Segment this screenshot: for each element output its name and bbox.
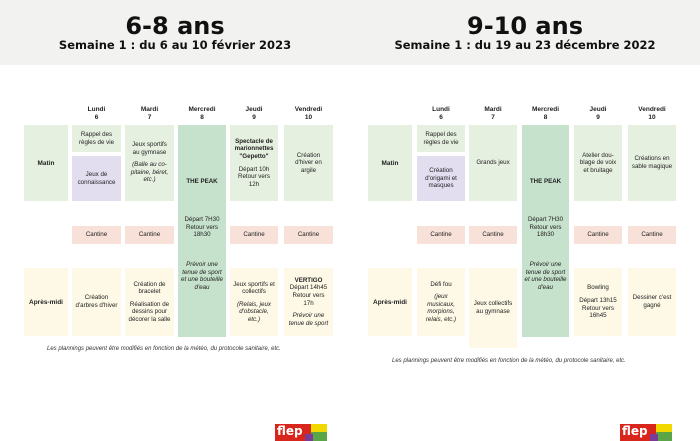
left-peak-column	[178, 125, 226, 337]
right-footnote: Les plannings peuvent être modifiés en fonction de la météo, du protocole sanitaire, etc.	[392, 358, 626, 364]
right-vendredi-cantine: Cantine	[628, 226, 676, 244]
right-peak-note: Prévoir une tenue de sport et une bouteille d'eau	[524, 261, 567, 291]
left-row-apres-midi: Après-midi	[24, 268, 68, 336]
right-jeudi-cantine: Cantine	[574, 226, 622, 244]
right-day-jeudi: Jeudi 9	[589, 106, 607, 121]
right-vendredi-apres-midi: Dessiner c'est gagné	[628, 268, 676, 336]
right-lundi-apres-midi: Défi fou (jeux musicaux, morpions, relais, etc.)	[417, 268, 465, 336]
left-row-matin: Matin	[24, 125, 68, 201]
left-lundi-cantine: Cantine	[72, 226, 121, 244]
right-lundi-matin-2: Création d'origami et masques	[417, 156, 465, 201]
left-lundi-matin-1: Rappel des règles de vie	[72, 125, 121, 152]
left-jeudi-matin: Spectacle de marionnettes "Gepetto" Départ 10h Retour vers 12h	[230, 125, 278, 201]
left-title: 6-8 ans	[125, 12, 225, 40]
left-mardi-matin: Jeux sportifs au gymnase (Balle au co-pitaine, béret, etc.)	[125, 125, 174, 201]
left-day-lundi: Lundi 6	[87, 106, 106, 121]
right-title: 9-10 ans	[467, 12, 583, 40]
flep-logo-left: flep	[275, 422, 327, 441]
left-jeudi-apres-midi: Jeux sportifs et collectifs (Relais, jeux d'obstacle, etc.)	[230, 268, 278, 336]
left-lundi-apres-midi: Création d'arbres d'hiver	[72, 268, 121, 336]
left-vendredi-matin: Création d'hiver en argile	[284, 125, 333, 201]
left-peak-depart: Départ 7H30 Retour vers 18h30	[184, 216, 220, 239]
left-subtitle: Semaine 1 : du 6 au 10 février 2023	[58, 38, 292, 52]
right-lundi-cantine: Cantine	[417, 226, 465, 244]
left-day-mercredi: Mercredi 8	[188, 106, 216, 121]
left-day-mardi: Mardi 7	[140, 106, 159, 121]
right-peak-title: THE PEAK	[529, 178, 562, 185]
right-vendredi-matin: Créations en sable magique	[628, 125, 676, 201]
right-day-vendredi: Vendredi 10	[638, 106, 666, 121]
left-peak-note: Prévoir une tenue de sport et une bouteille d'eau	[181, 261, 223, 291]
left-jeudi-cantine: Cantine	[230, 226, 278, 244]
right-day-mercredi: Mercredi 8	[531, 106, 560, 121]
left-vendredi-cantine: Cantine	[284, 226, 333, 244]
right-peak-depart: Départ 7H30 Retour vers 18h30	[527, 216, 564, 239]
right-subtitle: Semaine 1 : du 19 au 23 décembre 2022	[394, 38, 656, 52]
right-peak-column	[522, 125, 569, 337]
left-mardi-apres-midi: Création de bracelet Réalisation de dessins pour décorer la salle	[125, 268, 174, 336]
left-lundi-matin-2: Jeux de connaissance	[72, 156, 121, 201]
right-jeudi-matin: Atelier dou-blage de voix et bruitage	[574, 125, 622, 201]
left-day-jeudi: Jeudi 9	[245, 106, 263, 121]
right-mardi-cantine: Cantine	[469, 226, 517, 244]
right-lundi-matin-1: Rappel des règles de vie	[417, 125, 465, 152]
right-day-mardi: Mardi 7	[484, 106, 502, 121]
right-mardi-apres-midi: Jeux collectifs au gymnase	[469, 268, 517, 348]
right-row-matin: Matin	[368, 125, 412, 201]
right-day-lundi: Lundi 6	[432, 106, 450, 121]
right-row-apres-midi: Après-midi	[368, 268, 412, 336]
left-peak-title: THE PEAK	[186, 178, 218, 185]
flep-logo-right: flep	[620, 422, 672, 441]
left-footnote: Les plannings peuvent être modifiés en fonction de la météo, du protocole sanitaire, etc.	[47, 346, 281, 352]
right-mardi-matin: Grands jeux	[469, 125, 517, 201]
left-day-vendredi: Vendredi 10	[294, 106, 323, 121]
left-mardi-cantine: Cantine	[125, 226, 174, 244]
right-jeudi-apres-midi: Bowling Départ 13h15 Retour vers 16h45	[574, 268, 622, 336]
left-vendredi-apres-midi: VERTIGO Départ 14h45 Retour vers 17h Prévoir une tenue de sport	[284, 268, 333, 336]
